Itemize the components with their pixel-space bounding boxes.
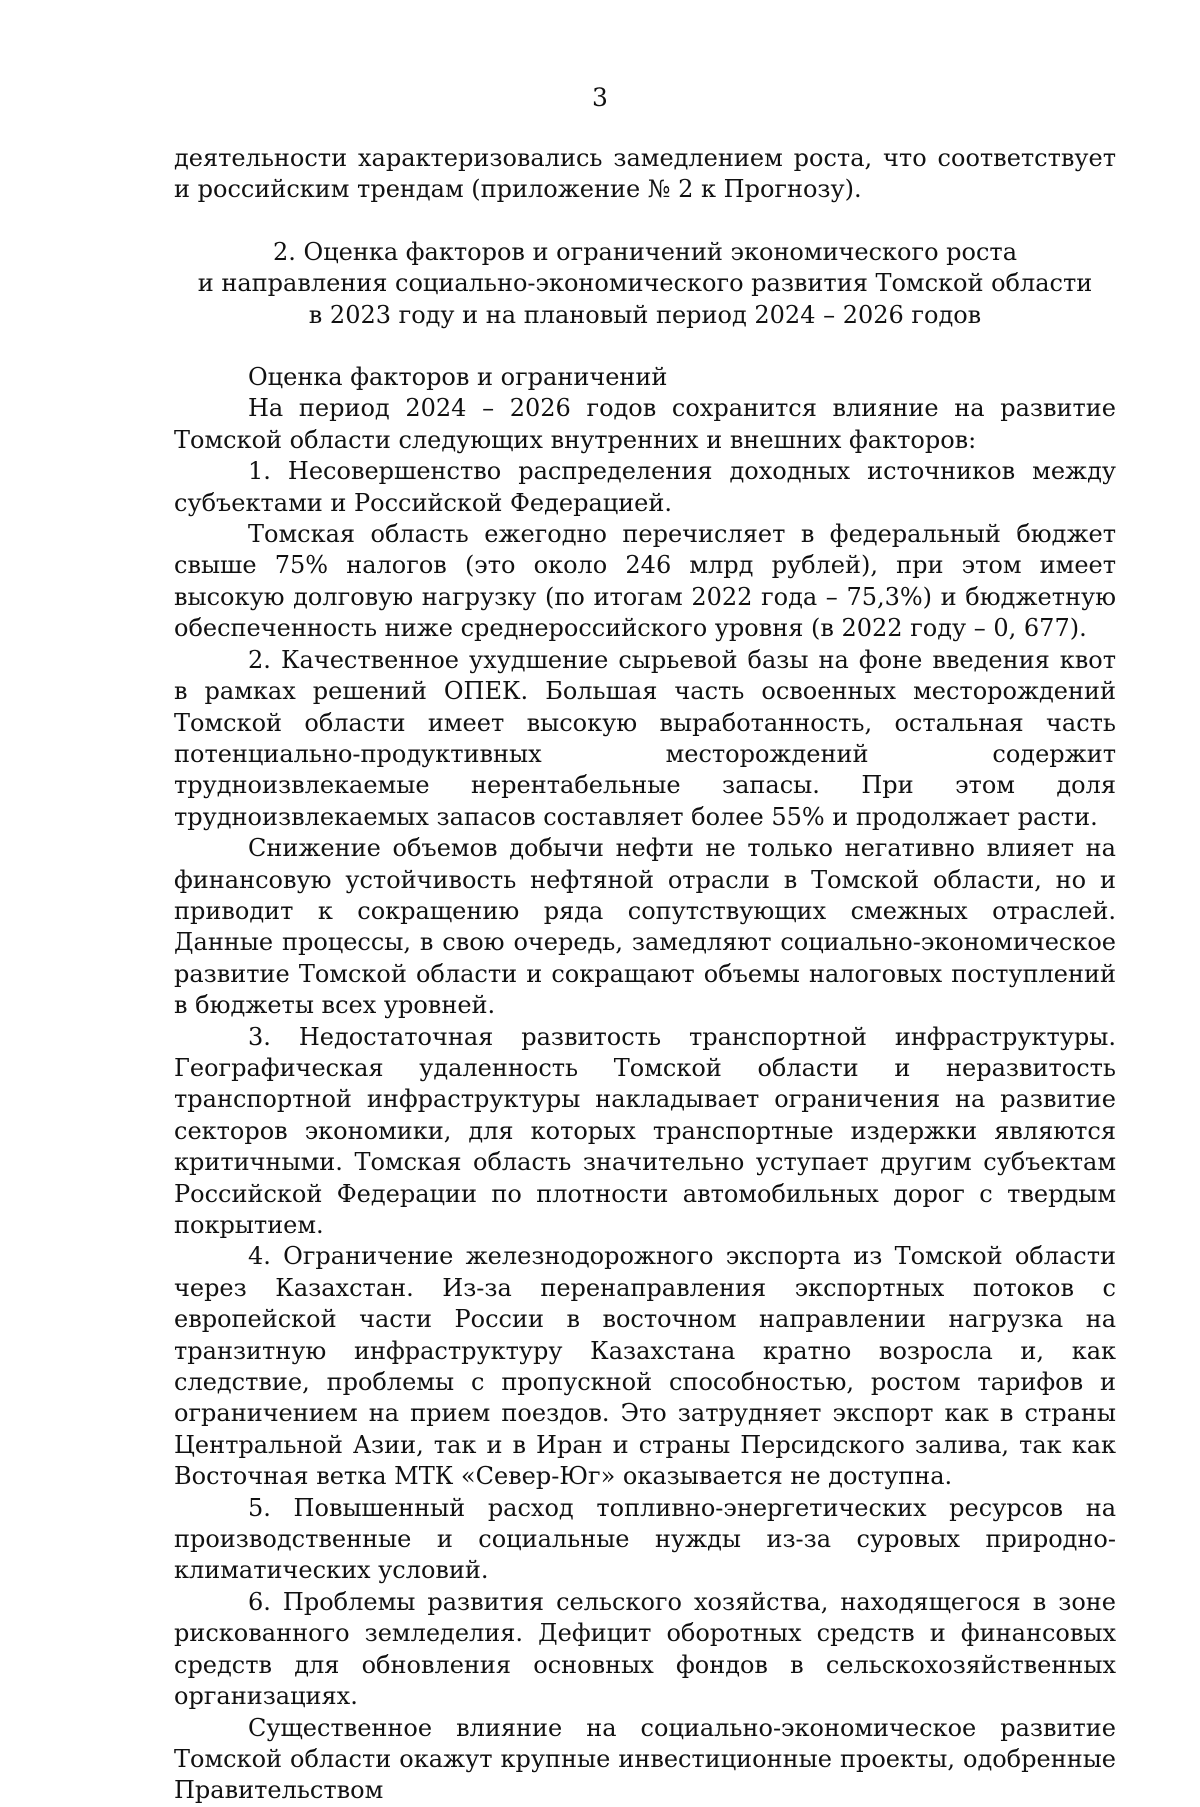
subheading: Оценка факторов и ограничений: [248, 363, 668, 392]
paragraph-factor-1: 1. Несовершенство распределения доходных источников между субъектами и Российской Федерацией.: [174, 457, 1116, 517]
intro-continuation-paragraph: деятельности характеризовались замедлением роста, что соответствует и российским трендам (приложение № 2 к Прогнозу).: [174, 144, 1116, 204]
page-number: 3: [592, 83, 608, 112]
paragraph-oil-decline: Снижение объемов добычи нефти не только негативно влияет на финансовую устойчивость нефтяной отрасли в Томской области, но и приводит к сокращению ряда сопутствующих смежных отраслей. Данные процессы, в свою очередь, замедляют социально-экономическое развитие Томской области и сокращают объемы налоговых поступлений в бюджеты всех уровней.: [174, 834, 1116, 1020]
paragraph-factors-intro: На период 2024 – 2026 годов сохранится влияние на развитие Томской области следующих внутренних и внешних факторов:: [174, 394, 1116, 454]
paragraph-factor-6: 6. Проблемы развития сельского хозяйства, находящегося в зоне рискованного земледелия. Дефицит оборотных средств и финансовых средств для обновления основных фондов в сельскохозяйственных организациях.: [174, 1587, 1116, 1711]
section-title-line: и направления социально-экономического развития Томской области: [197, 269, 1093, 298]
paragraph-factor-5: 5. Повышенный расход топливно-энергетических ресурсов на производственные и социальные нужды из-за суровых природно-климатических условий.: [174, 1493, 1116, 1585]
section-title: [174, 237, 1116, 331]
document-body: [174, 143, 1116, 1807]
paragraph-factor-2: 2. Качественное ухудшение сырьевой базы на фоне введения квот в рамках решений ОПЕК. Большая часть освоенных месторождений Томской области имеет высокую выработанность, остальная часть потенциально-продуктивных месторождений содержит трудноизвлекаемые нерентабельные запасы. При этом доля трудноизвлекаемых запасов составляет более 55% и продолжает расти.: [174, 645, 1116, 831]
paragraph-factor-3: 3. Недостаточная развитость транспортной инфраструктуры. Географическая удаленность Томской области и неразвитость транспортной инфраструктуры накладывает ограничения на развитие секторов экономики, для которых транспортные издержки являются критичными. Томская область значительно уступает другим субъектам Российской Федерации по плотности автомобильных дорог с твердым покрытием.: [174, 1022, 1116, 1239]
paragraph-factor-4: 4. Ограничение железнодорожного экспорта из Томской области через Казахстан. Из-за перенаправления экспортных потоков с европейской части России в восточном направлении нагрузка на транзитную инфраструктуру Казахстана кратно возросла и, как следствие, проблемы с пропускной способностью, ростом тарифов и ограничением на прием поездов. Это затрудняет экспорт как в страны Центральной Азии, так и в Иран и страны Персидского залива, так как Восточная ветка МТК «Север-Юг» оказывается не доступна.: [174, 1242, 1116, 1491]
paragraph-factor-1-details: Томская область ежегодно перечисляет в федеральный бюджет свыше 75% налогов (это около 246 млрд рублей), при этом имеет высокую долговую нагрузку (по итогам 2022 года – 75,3%) и бюджетную обеспеченность ниже среднероссийского уровня (в 2022 году – 0, 677).: [174, 520, 1116, 643]
section-title-line: в 2023 году и на плановый период 2024 – 2026 годов: [308, 300, 982, 329]
section-title-line: 2. Оценка факторов и ограничений экономического роста: [273, 237, 1017, 266]
paragraph-investment-projects: Существенное влияние на социально-экономическое развитие Томской области окажут крупные инвестиционные проекты, одобренные Правительством: [174, 1713, 1116, 1805]
